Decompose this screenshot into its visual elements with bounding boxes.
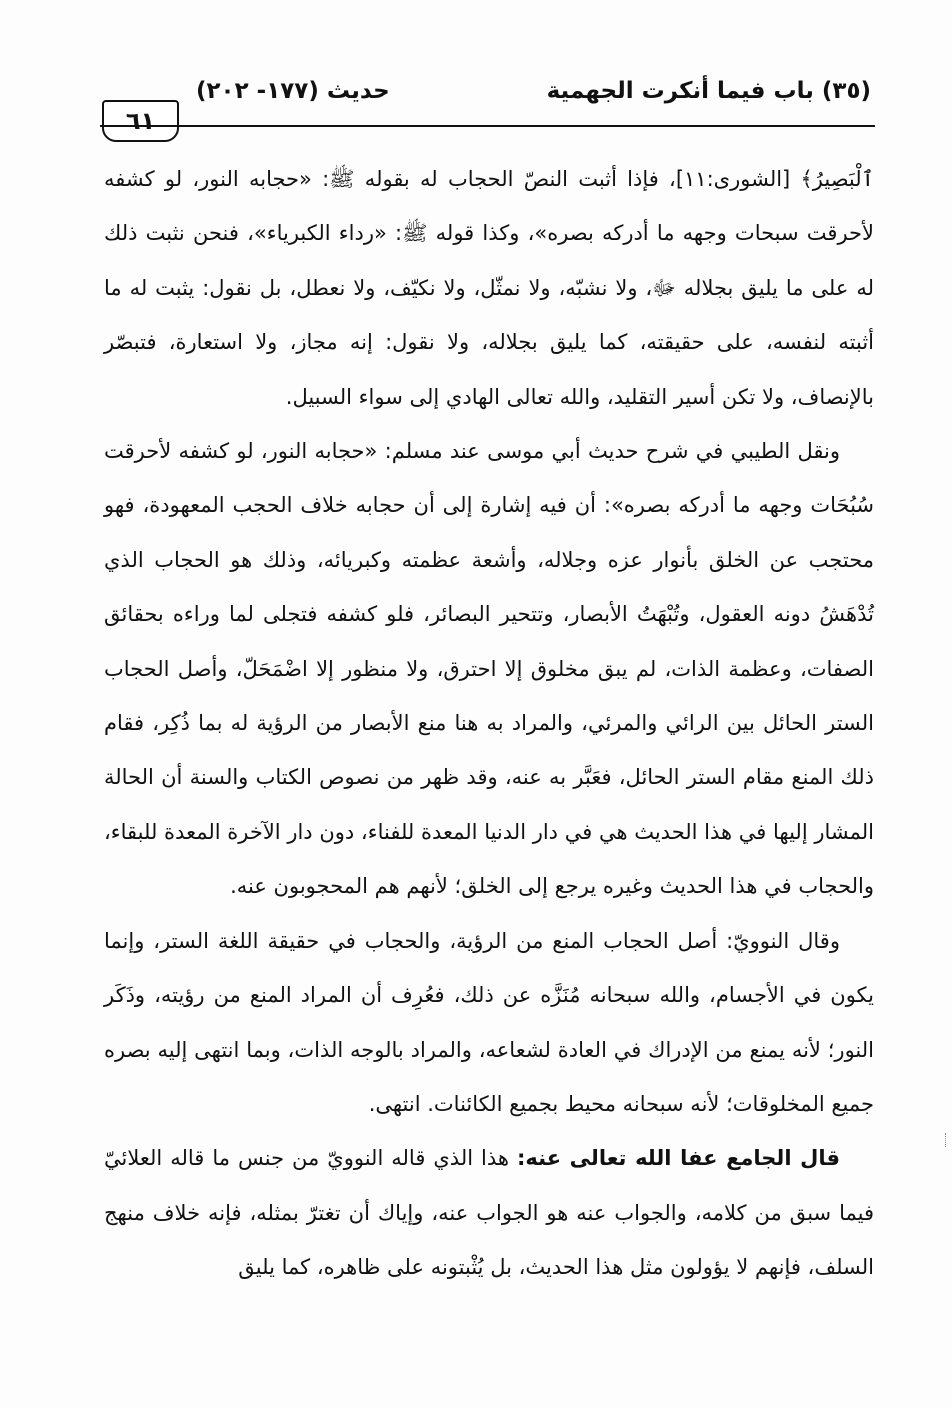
hadith-range: حديث (١٧٧- ٢٠٢) xyxy=(196,78,390,104)
page-number: ٦١ xyxy=(102,100,179,142)
paragraph: ٱلْبَصِيرُ﴾ [الشورى:١١]، فإذا أثبت النصّ الحجاب له بقوله ﷺ: «حجابه النور، لو كشفه لأحرقت سبحات وجهه ما أدركه بصره»، وكذا قوله ﷺ: «رداء الكبرياء»، فنحن نثبت ذلك له على ما يليق بجلاله ﷻ، ولا نشبّه، ولا نمثّل، ولا نكيّف، ولا نعطل، بل نقول: يثبت له ما أثبته لنفسه، على حقيقته، كما يليق بجلاله، ولا نقول: إنه مجاز، ولا استعارة، فتبصّر بالإنصاف، ولا تكن أسير التقليد، والله تعالى الهادي إلى سواء السبيل. xyxy=(104,167,874,409)
chapter-title: (٣٥) باب فيما أنكرت الجهمية xyxy=(546,78,871,104)
paragraph xyxy=(104,1131,874,1294)
margin-dot xyxy=(943,1133,946,1147)
author-note-lead: قال الجامع عفا الله تعالى عنه: xyxy=(517,1146,841,1171)
paragraph-text: هذا الذي قاله النوويّ من جنس ما قاله العلائيّ فيما سبق من كلامه، والجواب عنه هو الجواب عنه، وإياك أن تغترّ بمثله، فإنه خلاف منهج السلف، فإنهم لا يؤولون مثل هذا الحديث، بل يُثْبتونه على ظاهره، كما يليق xyxy=(104,1146,874,1280)
paragraph: ونقل الطيبي في شرح حديث أبي موسى عند مسلم: «حجابه النور، لو كشفه لأحرقت سُبُحَات وجهه ما أدركه بصره»: أن فيه إشارة إلى أن حجابه خلاف الحجب المعهودة، فهو محتجب عن الخلق بأنوار عزه وجلاله، وأشعة عظمته وكبريائه، وذلك هو الحجاب الذي تُدْهَشُ دونه العقول، وتُبْهَتُ الأبصار، وتتحير البصائر، فلو كشفه فتجلى لما وراءه بحقائق الصفات، وعظمة الذات، لم يبق مخلوق إلا احترق، ولا منظور إلا اضْمَحَلّ، وأصل الحجاب الستر الحائل بين الرائي والمرئي، والمراد به هنا منع الأبصار من الرؤية له بما ذُكِر، فقام ذلك المنع مقام الستر الحائل، فعَبَّر به عنه، وقد ظهر من نصوص الكتاب والسنة أن الحالة المشار إليها في هذا الحديث هي في دار الدنيا المعدة للفناء، دون دار الآخرة المعدة للبقاء، والحجاب في هذا الحديث وغيره يرجع إلى الخلق؛ لأنهم هم المحجوبون عنه. xyxy=(104,439,874,899)
paragraph: وقال النوويّ: أصل الحجاب المنع من الرؤية، والحجاب في حقيقة اللغة الستر، وإنما يكون في الأجسام، والله سبحانه مُنَزَّه عن ذلك، فعُرِف أن المراد المنع من رؤيته، وذَكَر النور؛ لأنه يمنع من الإدراك في العادة لشعاعه، والمراد بالوجه الذات، وبما انتهى إليه بصره جميع المخلوقات؛ لأنه سبحانه محيط بجميع الكائنات. انتهى. xyxy=(104,928,874,1116)
header-rule xyxy=(100,125,875,127)
body-text xyxy=(104,152,874,1295)
page-header xyxy=(100,78,875,138)
